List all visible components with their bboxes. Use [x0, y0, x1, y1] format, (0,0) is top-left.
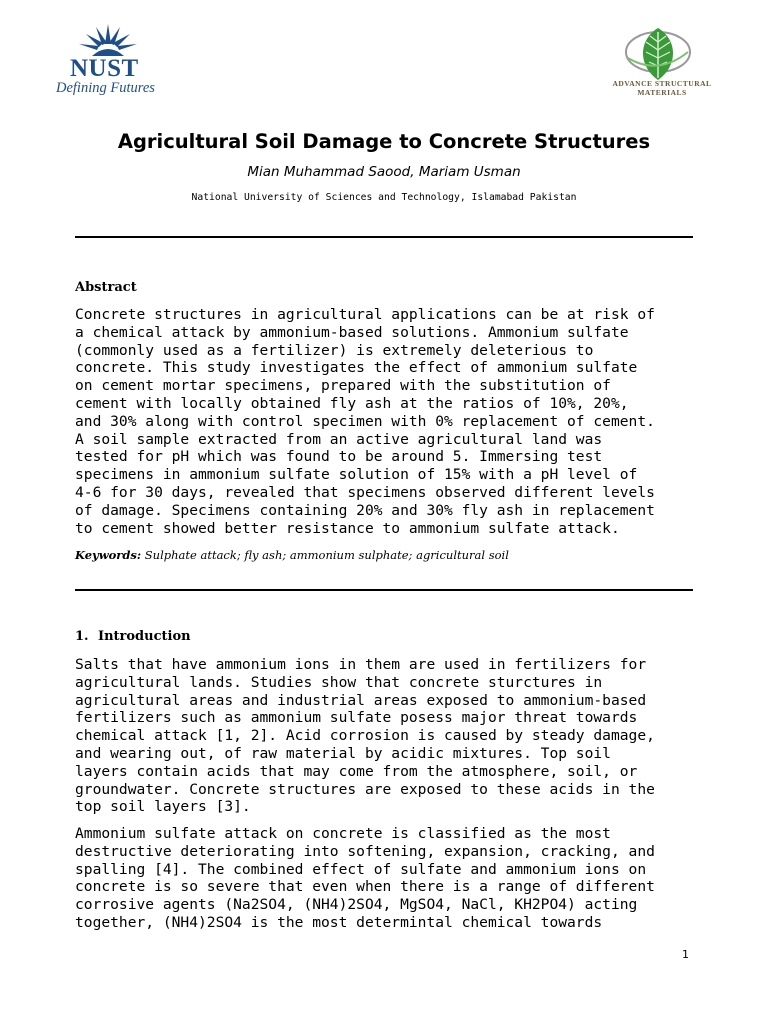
divider-bottom — [75, 589, 693, 591]
paper-affiliation: National University of Sciences and Technology, Islamabad Pakistan — [191, 192, 577, 203]
nust-tagline: Defining Futures — [56, 80, 155, 96]
abstract-heading: Abstract — [75, 280, 137, 295]
keywords-label: Keywords: — [75, 548, 142, 562]
paper-authors: Mian Muhammad Saood, Mariam Usman — [247, 164, 521, 180]
leaf-emblem-icon — [622, 22, 694, 86]
abstract-text: Concrete structures in agricultural applications can be at risk of a chemical attack by ammonium-based solutions. Ammonium sulfate (commonly used as a fertilizer) is extremely deleterious to concrete. This study investigates the effect of ammonium sulfate on cement mortar specimens, prepared with the substitution of cement with locally obtained fly ash at the ratios of 10%, 20%, and 30% along with control specimen with 0% replacement of cement. A soil sample extracted from an active agricultural land was tested for pH which was found to be around 5. Immersing test specimens in ammonium sulfate solution of 15% with a pH level of 4-6 for 30 days, revealed that specimens observed different levels of damage. Specimens containing 20% and 30% fly ash in replacement to cement showed better resistance to ammonium sulfate attack. — [75, 306, 655, 537]
divider-top — [75, 236, 693, 238]
logo-caption — [596, 80, 728, 97]
nust-wordmark: NUST — [70, 55, 139, 82]
keywords-text: Sulphate attack; fly ash; ammonium sulphate; agricultural soil — [141, 548, 509, 562]
page-number: 1 — [682, 948, 689, 961]
nust-fan-emblem-icon — [78, 22, 138, 58]
section-number: 1. — [75, 629, 89, 644]
logo-caption-line1: ADVANCE STRUCTURAL — [612, 79, 712, 88]
keywords-line — [75, 548, 509, 562]
introduction-heading — [75, 629, 191, 644]
nust-logo — [56, 22, 172, 100]
section-title: Introduction — [98, 629, 191, 644]
paper-title: Agricultural Soil Damage to Concrete Structures — [117, 130, 651, 153]
introduction-paragraph-1: Salts that have ammonium ions in them are used in fertilizers for agricultural lands. Studies show that concrete sturctures in agricultural areas and industrial areas exposed to ammonium-based fertilizers such as ammonium sulfate posess major threat towards chemical attack [1, 2]. Acid corrosion is caused by steady damage, and wearing out, of raw material by acidic mixtures. Top soil layers contain acids that may come from the atmosphere, soil, or groundwater. Concrete structures are exposed to these acids in the top soil layers [3]. — [75, 656, 655, 816]
logo-caption-line2: MATERIALS — [637, 87, 687, 97]
introduction-paragraph-2: Ammonium sulfate attack on concrete is classified as the most destructive deteriorating into softening, expansion, cracking, and spalling [4]. The combined effect of sulfate and ammonium ions on concrete is so severe that even when there is a range of different corrosive agents (Na2SO4, (NH4)2SO4, MgSO4, NaCl, KH2PO4) acting together, (NH4)2SO4 is the most determintal chemical towards — [75, 825, 655, 931]
advance-structural-materials-logo — [596, 18, 728, 104]
